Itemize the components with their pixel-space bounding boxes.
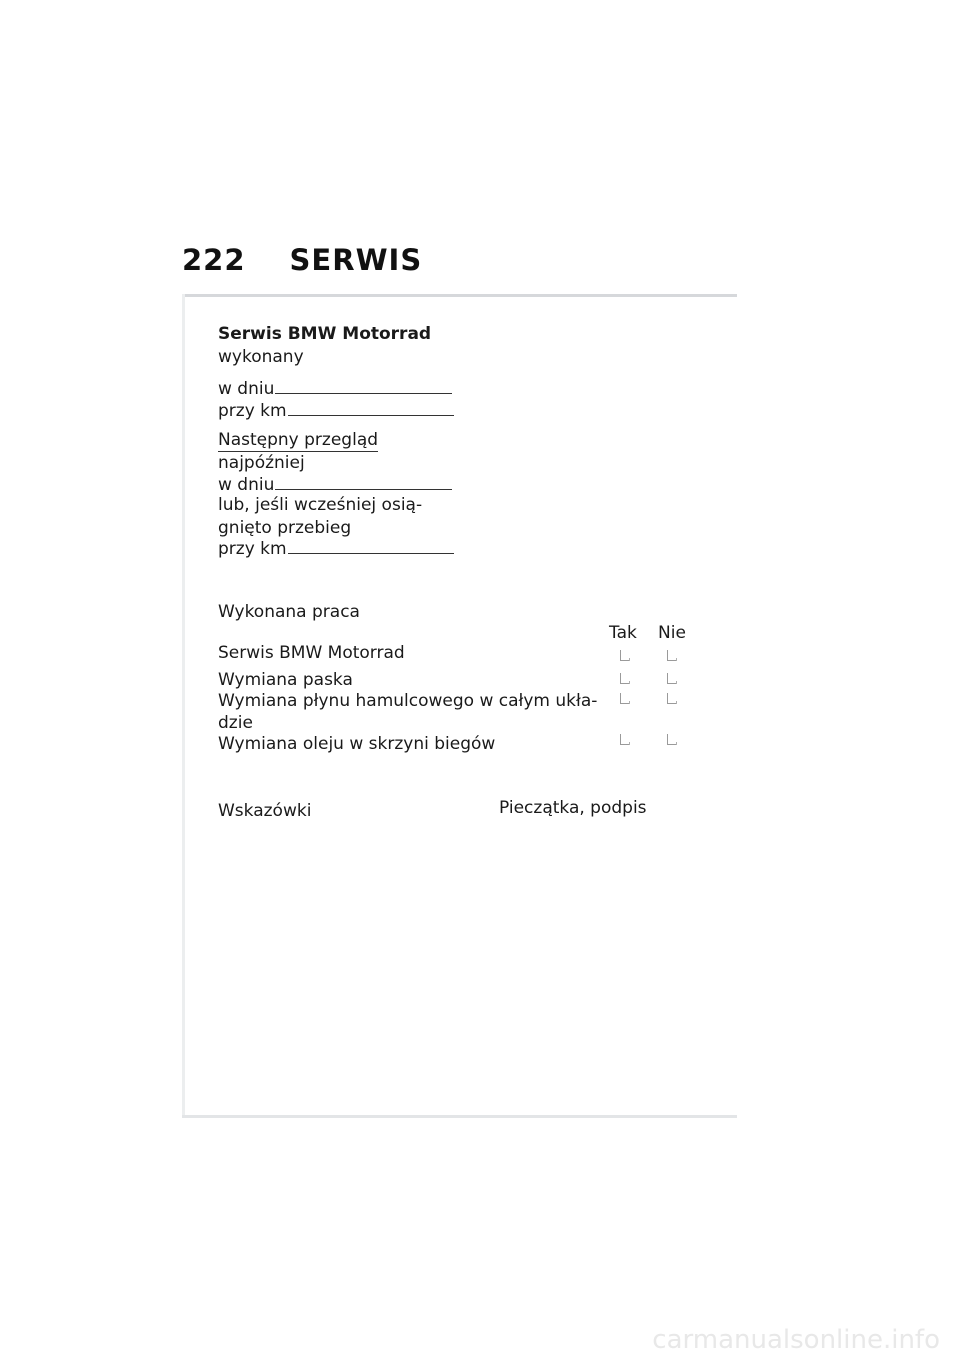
column-no: Nie (658, 623, 686, 643)
page-header (182, 243, 422, 277)
service-km-line (288, 414, 454, 416)
next-km-field[interactable] (218, 539, 454, 559)
notes-label: Wskazówki (218, 801, 312, 821)
column-yes: Tak (609, 623, 637, 643)
latest-label: najpóźniej (218, 453, 305, 473)
or-if-line-1: lub, jeśli wcześniej osią- (218, 495, 423, 515)
service-date-field[interactable] (218, 379, 452, 399)
checkbox-gear-oil-yes[interactable] (620, 734, 629, 745)
next-date-field[interactable] (218, 475, 452, 495)
work-title: Wykonana praca (218, 602, 360, 622)
next-date-label: w dniu (218, 475, 275, 495)
checkbox-gear-oil-no[interactable] (667, 734, 676, 745)
checkbox-belt-yes[interactable] (620, 673, 629, 684)
next-inspection-label: Następny przegląd (218, 430, 379, 450)
bottom-divider (182, 1115, 737, 1118)
work-row-belt: Wymiana paska (218, 670, 353, 690)
service-date-line (275, 392, 452, 394)
next-km-label: przy km (218, 539, 287, 559)
work-row-brake-fluid-cont: dzie (218, 713, 253, 733)
checkbox-brake-fluid-no[interactable] (667, 693, 676, 704)
work-row-gear-oil: Wymiana oleju w skrzyni biegów (218, 734, 496, 754)
work-row-service: Serwis BMW Motorrad (218, 643, 405, 663)
service-km-label: przy km (218, 401, 287, 421)
stamp-signature-label: Pieczątka, podpis (499, 798, 647, 818)
next-date-line (275, 488, 452, 490)
checkbox-service-no[interactable] (667, 650, 676, 661)
checkbox-service-yes[interactable] (620, 650, 629, 661)
service-title: Serwis BMW Motorrad (218, 324, 432, 344)
service-km-field[interactable] (218, 401, 454, 421)
checkbox-belt-no[interactable] (667, 673, 676, 684)
next-km-line (288, 552, 454, 554)
top-divider (182, 294, 737, 297)
checkbox-brake-fluid-yes[interactable] (620, 693, 629, 704)
left-margin-line (182, 294, 185, 1118)
page-number: 222 (182, 243, 246, 277)
work-row-brake-fluid: Wymiana płynu hamulcowego w całym ukła- (218, 691, 598, 711)
or-if-line-2: gnięto przebieg (218, 518, 352, 538)
service-date-label: w dniu (218, 379, 275, 399)
service-performed-label: wykonany (218, 347, 304, 367)
section-title: SERWIS (289, 243, 423, 277)
watermark: carmanualsonline.info (652, 1325, 940, 1355)
next-inspection-heading (218, 430, 378, 450)
